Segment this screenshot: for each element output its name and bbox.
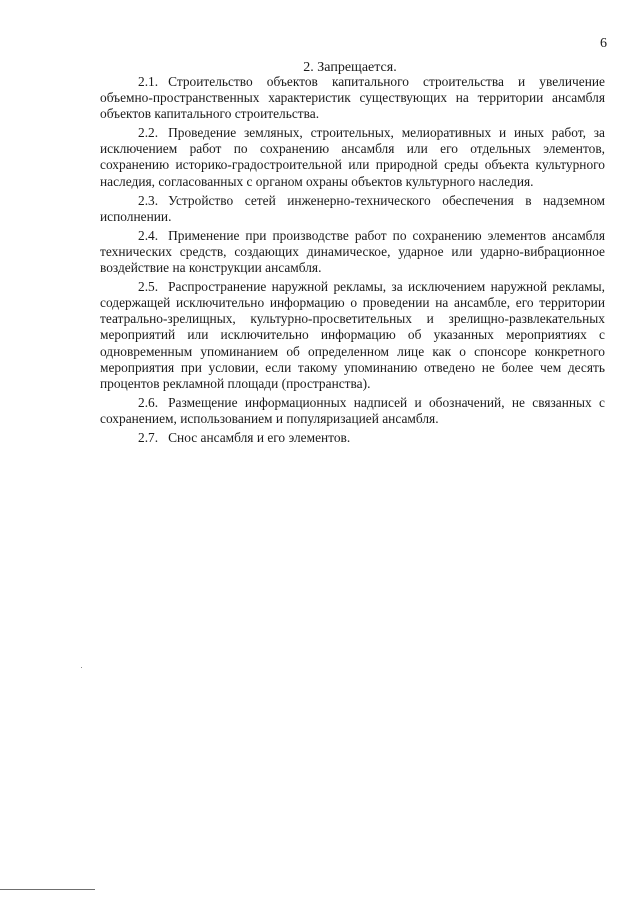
list-item-2-1 xyxy=(100,74,605,122)
list-item-2-2 xyxy=(100,125,605,189)
item-text: Снос ансамбля и его элементов. xyxy=(168,429,351,445)
item-text: Распространение наружной рекламы, за исключением наружной рекламы, содержащей исключительно информацию о проведении на ансамбле, его территории театрально-зрелищных, культурно-просветительных и зрелищно-развлекательных мероприятий или исключительно информацию об указанных мероприятиях с одновременным упоминанием об определенном лице как о спонсоре конкретного мероприятия при условии, если такому упоминанию отведено не более чем десять процентов рекламной площади (пространства). xyxy=(100,279,605,391)
document-body xyxy=(100,74,605,446)
item-number: 2.2. xyxy=(138,125,159,141)
item-text: Размещение информационных надписей и обозначений, не связанных с сохранением, использованием и популяризацией ансамбля. xyxy=(100,394,605,426)
section-heading: 2. Запрещается. xyxy=(303,60,397,75)
item-text: Применение при производстве работ по сохранению элементов ансамбля технических средств, создающих динамическое, ударное или ударно-вибрационное воздействие на конструкции ансамбля. xyxy=(100,227,605,276)
item-number: 2.4. xyxy=(138,227,159,243)
item-number: 2.3. xyxy=(138,192,159,208)
item-number: 2.7. xyxy=(138,429,159,445)
item-number: 2.6. xyxy=(138,394,159,410)
item-text: Проведение земляных, строительных, мелиоративных и иных работ, за исключением работ по сохранению ансамбля или его отдельных элементов, сохранению историко-градостроительной или природной среды объекта культурного наследия, согласованных с органом охраны объектов культурного наследия. xyxy=(100,125,605,189)
item-number: 2.5. xyxy=(138,279,159,295)
list-item-2-4 xyxy=(100,228,605,276)
list-item-2-6 xyxy=(100,395,605,427)
scan-edge-line xyxy=(0,889,95,890)
item-text: Строительство объектов капитального строительства и увеличение объемно-пространственных характеристик существующих на территории ансамбля объектов капитального строительства. xyxy=(100,74,605,122)
list-item-2-5 xyxy=(100,279,605,392)
list-item-2-3 xyxy=(100,193,605,225)
list-item-2-7 xyxy=(100,430,605,446)
scan-speck xyxy=(81,667,82,668)
page-number: 6 xyxy=(600,36,607,51)
item-text: Устройство сетей инженерно-технического обеспечения в надземном исполнении. xyxy=(100,192,605,224)
item-number: 2.1. xyxy=(138,74,159,89)
